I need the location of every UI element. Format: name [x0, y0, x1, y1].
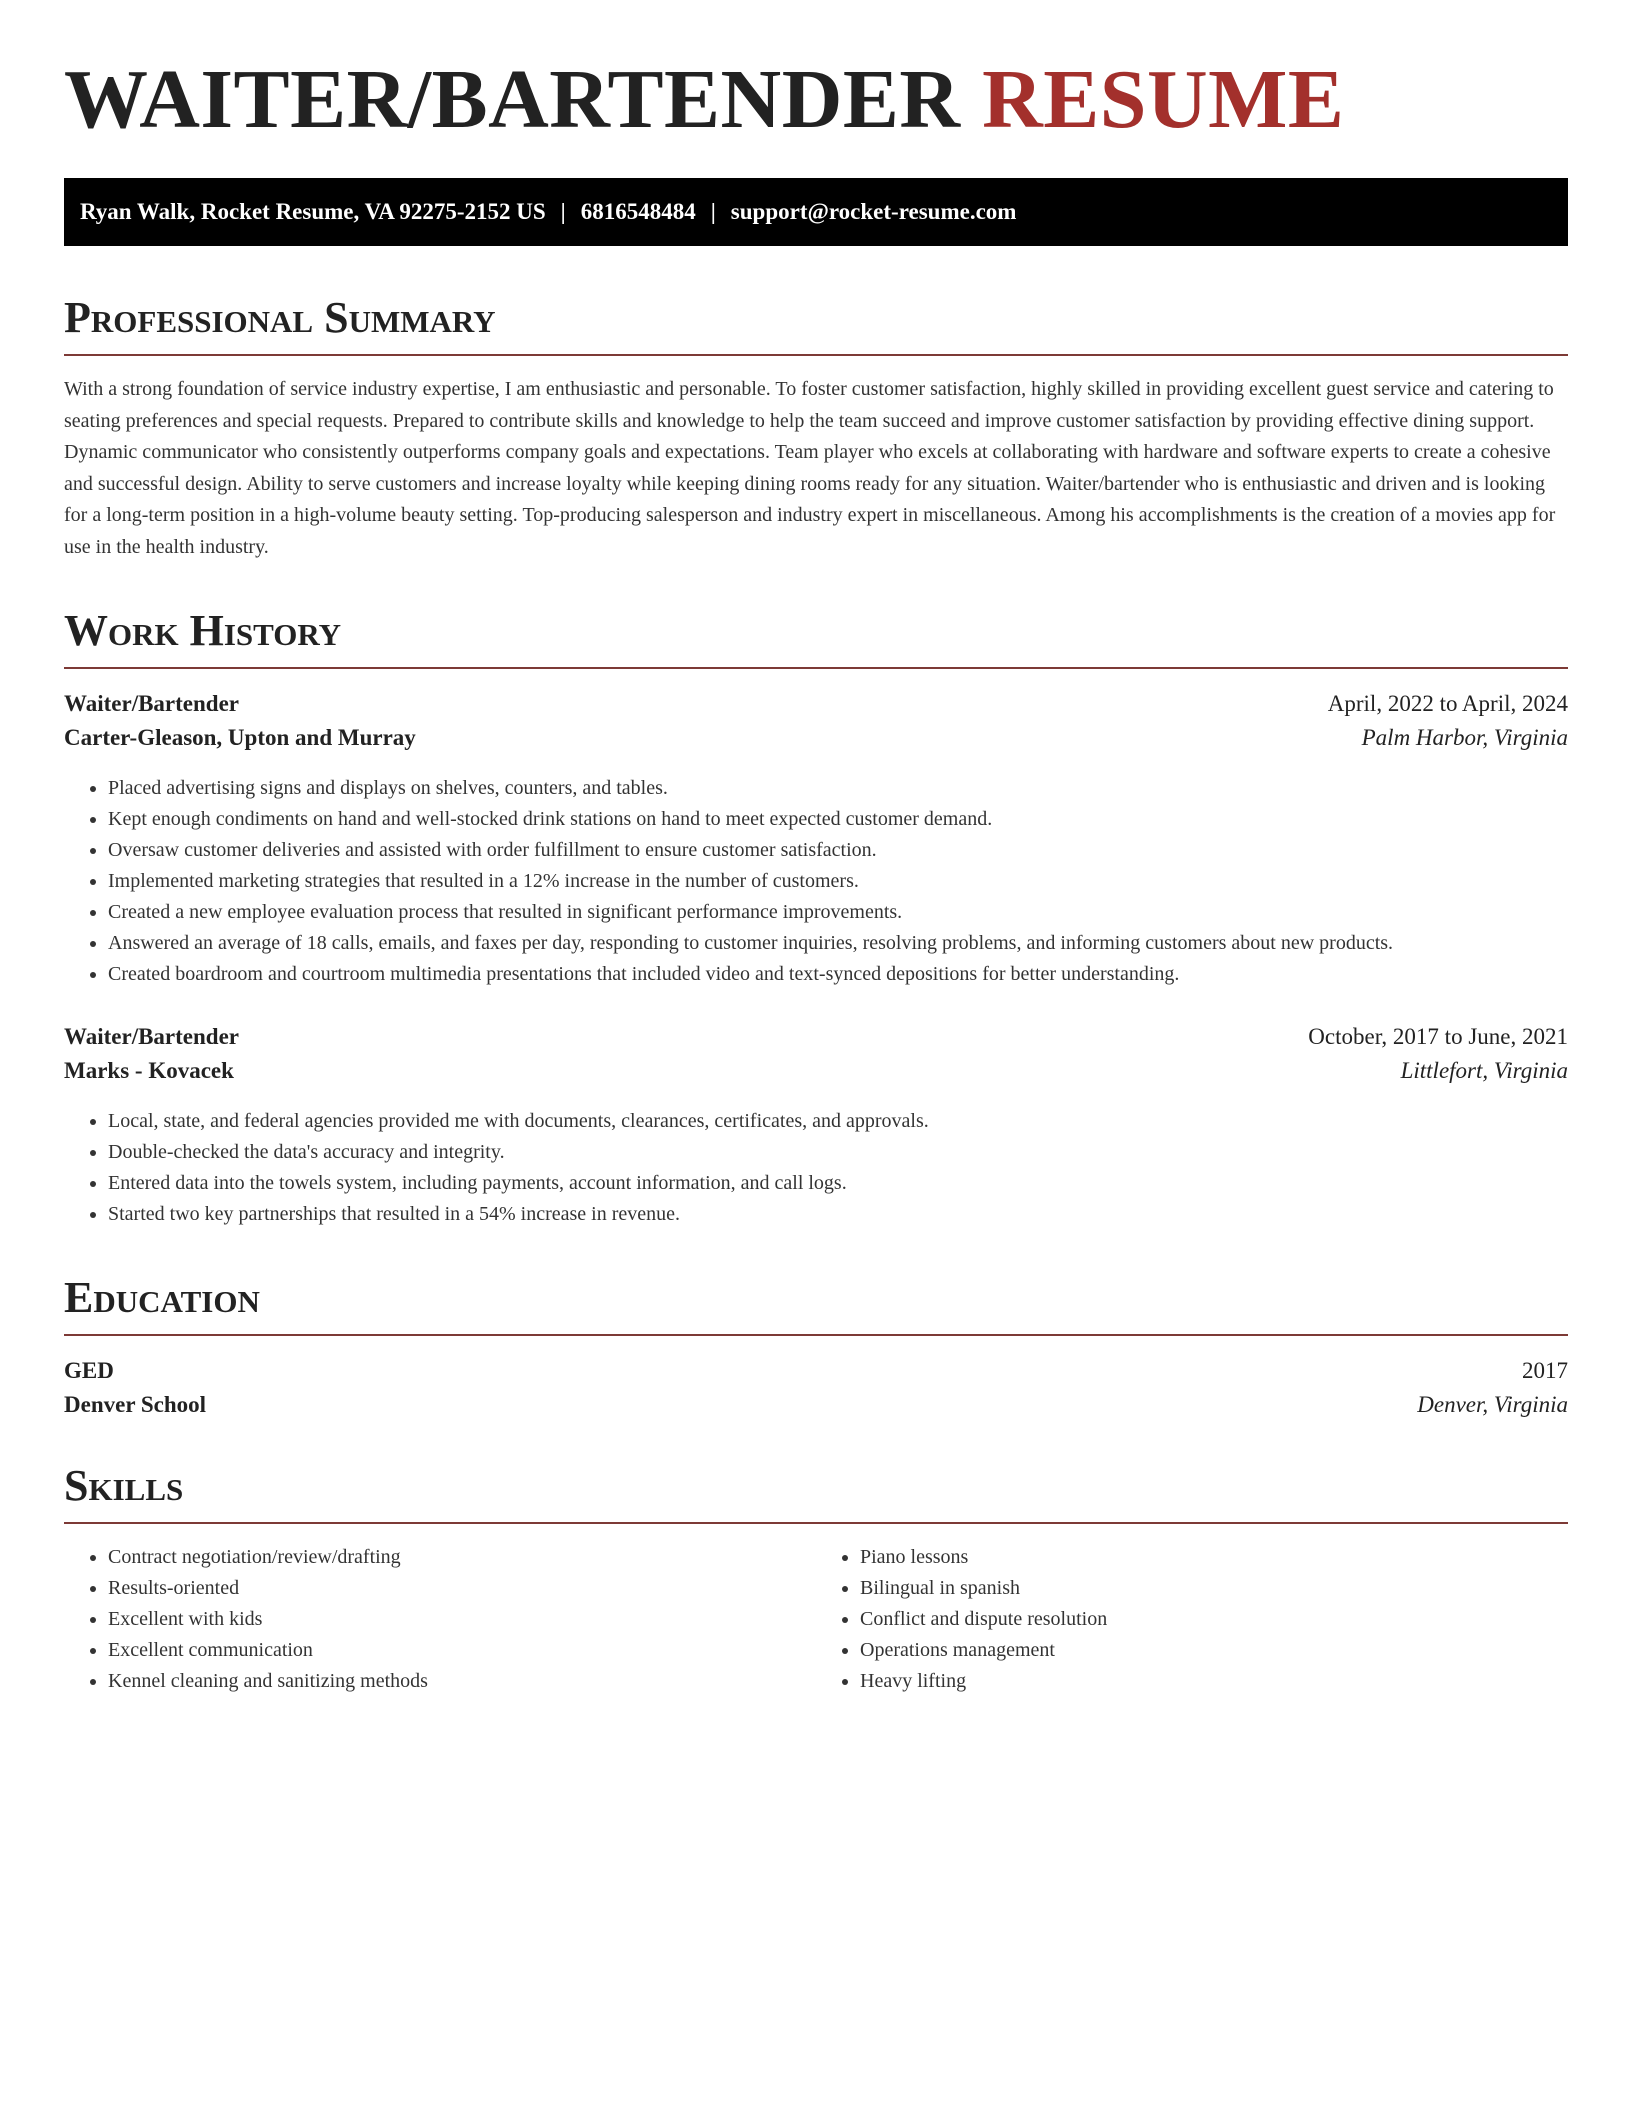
job-bullet: • Oversaw customer deliveries and assisted with order fulfillment to ensure customer satisfaction. — [108, 835, 1568, 866]
job-location: Littlefort, Virginia — [1400, 1058, 1568, 1083]
job-bullet: • Implemented marketing strategies that resulted in a 12% increase in the number of customers. — [108, 866, 1568, 897]
education-location: Denver, Virginia — [1417, 1392, 1568, 1417]
job-bullet: • Answered an average of 18 calls, emails, and faxes per day, responding to customer inquiries, resolving problems, and informing customers about new products. — [108, 928, 1568, 959]
skill-item: • Excellent with kids — [108, 1604, 816, 1635]
skills-section — [64, 1461, 1568, 1697]
job-dates: April, 2022 to April, 2024 — [1327, 691, 1568, 716]
job-title: Waiter/Bartender — [64, 1024, 240, 1049]
skill-item: • Piano lessons — [860, 1542, 1568, 1573]
contact-separator: | — [560, 199, 566, 224]
skill-item: • Conflict and dispute resolution — [860, 1604, 1568, 1635]
skill-item: • Operations management — [860, 1635, 1568, 1666]
job-bullet: • Created a new employee evaluation process that resulted in significant performance improvements. — [108, 897, 1568, 928]
skills-heading: Skills — [64, 1464, 1568, 1524]
contact-separator: | — [710, 199, 716, 224]
contact-address: Ryan Walk, Rocket Resume, VA 92275-2152 US — [80, 199, 546, 224]
job-bullet: • Local, state, and federal agencies provided me with documents, clearances, certificates, and approvals. — [108, 1106, 1568, 1137]
skills-left-column — [64, 1542, 816, 1697]
job-bullet: • Created boardroom and courtroom multimedia presentations that included video and text-synced depositions for better understanding. — [108, 959, 1568, 990]
skill-item: • Heavy lifting — [860, 1666, 1568, 1697]
job-bullet: • Placed advertising signs and displays on shelves, counters, and tables. — [108, 773, 1568, 804]
summary-section — [64, 293, 1568, 563]
job-bullet: • Double-checked the data's accuracy and integrity. — [108, 1137, 1568, 1168]
summary-text: With a strong foundation of service industry expertise, I am enthusiastic and personable. To foster customer satisfaction, highly skilled in providing excellent guest service and catering to seating preferences and special requests. Prepared to contribute skills and knowledge to help the team succeed and improve customer satisfaction by providing effective dining support. Dynamic communicator who consistently outperforms company goals and expectations. Team player who excels at collaborating with hardware and software experts to create a cohesive and successful design. Ability to serve customers and increase loyalty while keeping dining rooms ready for any situation. Waiter/bartender who is enthusiastic and driven and is looking for a long-term position in a high-volume beauty setting. Top-producing salesperson and industry expert in miscellaneous. Among his accomplishments is the creation of a movies app for use in the health industry. — [64, 378, 1556, 558]
skill-item: • Results-oriented — [108, 1573, 816, 1604]
contact-email: support@rocket-resume.com — [730, 199, 1017, 224]
job-location: Palm Harbor, Virginia — [1361, 725, 1568, 750]
job-bullet: • Entered data into the towels system, including payments, account information, and call logs. — [108, 1168, 1568, 1199]
education-degree: GED — [64, 1358, 114, 1383]
contact-bar — [64, 178, 1568, 246]
education-school: Denver School — [64, 1392, 207, 1417]
work-history-section — [64, 606, 1568, 1230]
job-bullet: • Started two key partnerships that resulted in a 54% increase in revenue. — [108, 1199, 1568, 1230]
skill-item: • Excellent communication — [108, 1635, 816, 1666]
summary-heading: Professional Summary — [64, 296, 1568, 356]
job-bullet: • Kept enough condiments on hand and well-stocked drink stations on hand to meet expected customer demand. — [108, 804, 1568, 835]
education-heading: Education — [64, 1276, 1568, 1336]
education-entry — [64, 1358, 1568, 1418]
job-entry — [64, 1024, 1568, 1230]
resume-title — [64, 0, 1568, 146]
contact-phone: 6816548484 — [580, 199, 696, 224]
job-title: Waiter/Bartender — [64, 691, 240, 716]
skill-item: • Bilingual in spanish — [860, 1573, 1568, 1604]
skills-right-column — [816, 1542, 1568, 1697]
title-accent: RESUME — [982, 53, 1345, 146]
title-main: WAITER/BARTENDER — [64, 53, 961, 146]
education-section — [64, 1273, 1568, 1418]
job-entry — [64, 691, 1568, 990]
skills-columns — [64, 1542, 1568, 1697]
job-company: Marks - Kovacek — [64, 1058, 234, 1083]
skill-item: • Contract negotiation/review/drafting — [108, 1542, 816, 1573]
job-dates: October, 2017 to June, 2021 — [1308, 1024, 1568, 1049]
education-year: 2017 — [1522, 1358, 1568, 1383]
work-history-heading: Work History — [64, 609, 1568, 669]
skill-item: • Kennel cleaning and sanitizing methods — [108, 1666, 816, 1697]
job-company: Carter-Gleason, Upton and Murray — [64, 725, 416, 750]
job-bullets — [64, 1106, 1568, 1230]
job-bullets — [64, 773, 1568, 990]
